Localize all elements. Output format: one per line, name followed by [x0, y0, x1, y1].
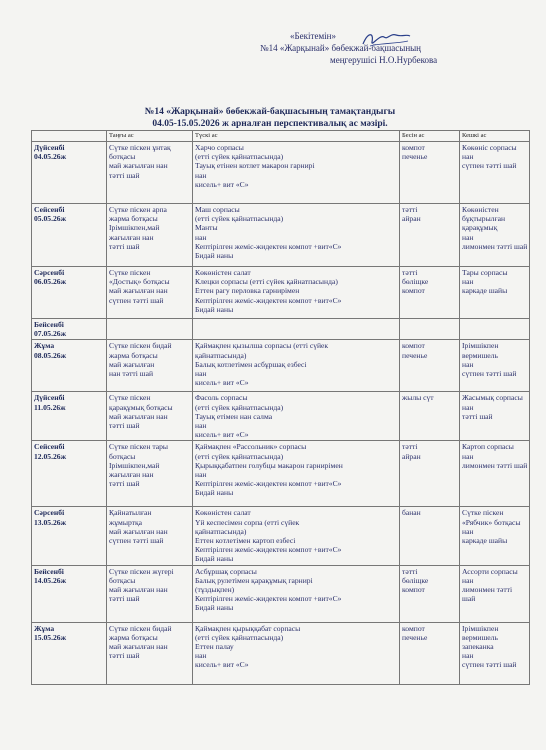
dinner-line: нан — [462, 232, 474, 242]
menu-table-body — [32, 142, 530, 685]
breakfast-line: жұмыртқа — [109, 517, 143, 527]
document-title — [60, 106, 480, 130]
cell-breakfast — [107, 441, 193, 507]
breakfast-line: ботқасы — [109, 451, 136, 461]
cell-breakfast — [107, 319, 193, 340]
dinner-line: нан — [462, 277, 474, 287]
breakfast-line: Қайнатылған — [109, 508, 152, 518]
snack-line: компот — [402, 286, 425, 296]
cell-breakfast — [107, 142, 193, 204]
header-snack: Бесін ас — [400, 131, 460, 142]
dinner-line: лимонмен тәтті — [462, 585, 513, 595]
snack-line: компот — [402, 143, 425, 152]
cell-snack — [400, 441, 460, 507]
table-row — [32, 565, 530, 622]
table-row — [32, 340, 530, 392]
cell-day — [32, 392, 107, 441]
cell-lunch — [193, 392, 400, 441]
lunch-line: қайнатпасында) — [195, 350, 247, 360]
snack-line: жылы сүт — [402, 393, 434, 403]
dinner-line: Тары сорпасы — [462, 268, 508, 277]
snack-line: тәтті — [402, 268, 418, 277]
table-row — [32, 204, 530, 267]
snack-line: айран — [402, 451, 421, 461]
lunch-line: Манты — [195, 223, 218, 233]
dinner-line: каркаде шайы — [462, 286, 508, 296]
lunch-line: Еттен рагу перловка гарнирімен — [195, 286, 300, 296]
breakfast-line: тәтті шай — [109, 241, 140, 251]
dinner-line: нан — [462, 575, 474, 585]
lunch-line: (етті сүйек қайнатпасында) — [195, 402, 284, 412]
lunch-line: нан — [195, 421, 207, 431]
cell-lunch — [193, 441, 400, 507]
day-line: Бейсенбі — [34, 320, 64, 329]
breakfast-line: жарма ботқасы — [109, 350, 158, 360]
dinner-line: вермишель — [462, 632, 498, 642]
table-header-row — [32, 131, 530, 142]
lunch-line: (тұздықпен) — [195, 585, 235, 595]
breakfast-line: май жағылған нан — [109, 411, 168, 421]
cell-dinner — [460, 340, 530, 392]
cell-day — [32, 319, 107, 340]
breakfast-line: Сүтке піскен — [109, 268, 151, 277]
day-line: 05.05.26ж — [34, 214, 67, 224]
day-line: Бейсенбі — [34, 566, 64, 576]
cell-dinner — [460, 267, 530, 319]
day-line: 15.05.26ж — [34, 632, 67, 642]
dinner-line: қарақұмық — [462, 223, 498, 233]
day-line: Дүйсенбі — [34, 143, 65, 152]
lunch-line: кисель+ вит «С» — [195, 179, 249, 189]
cell-breakfast — [107, 204, 193, 267]
dinner-line: сүтпен тәтті шай — [462, 660, 517, 670]
breakfast-line: май жағылған нан — [109, 526, 168, 536]
dinner-line: лимонмен тәтті шай — [462, 241, 528, 251]
breakfast-line: май жағылған нан — [109, 642, 168, 652]
table-row — [32, 142, 530, 204]
dinner-line: Ірімшікпен — [462, 623, 499, 633]
table-row — [32, 319, 530, 340]
day-line: 11.05.26ж — [34, 402, 66, 412]
dinner-line: Ірімшікпен — [462, 341, 499, 351]
lunch-line: Тауық етімен нан салма — [195, 411, 273, 421]
lunch-line: Қаймақпен қызылша сорпасы (етті сүйек — [195, 341, 329, 351]
dinner-line: бұқтырылған — [462, 214, 506, 224]
dinner-line: нан — [462, 359, 474, 369]
table-row — [32, 267, 530, 319]
cell-lunch — [193, 565, 400, 622]
cell-snack — [400, 507, 460, 565]
cell-lunch — [193, 267, 400, 319]
snack-line: печенье — [402, 632, 428, 642]
day-line: 14.05.26ж — [34, 575, 67, 585]
breakfast-line: Сүтке піскен жүгері — [109, 566, 174, 576]
header-lunch: Түскі ас — [193, 131, 400, 142]
cell-snack — [400, 319, 460, 340]
lunch-line: Бидай наны — [195, 603, 234, 613]
day-line: Сәрсенбі — [34, 268, 65, 277]
dinner-line: вермишель — [462, 350, 498, 360]
cell-day — [32, 142, 107, 204]
cell-dinner — [460, 565, 530, 622]
lunch-line: Кептірілген жеміс-жидектен компот +вит«С» — [195, 479, 342, 489]
cell-breakfast — [107, 565, 193, 622]
breakfast-line: жарма ботқасы — [109, 214, 158, 224]
breakfast-line: тәтті шай — [109, 594, 140, 604]
breakfast-line: сүтпен тәтті шай — [109, 295, 164, 305]
breakfast-line: Сүтке піскен тары — [109, 442, 169, 452]
table-row — [32, 392, 530, 441]
lunch-line: Қаймақпен қырыққабат сорпасы — [195, 623, 301, 633]
lunch-line: Қырыққабатпен голубцы макарон гарнирімен — [195, 460, 343, 470]
breakfast-line: жарма ботқасы — [109, 632, 158, 642]
day-line: Сейсенбі — [34, 442, 65, 452]
lunch-line: Кептірілген жеміс-жидектен компот +вит«С» — [195, 594, 342, 604]
breakfast-line: май жағылған — [109, 359, 155, 369]
dinner-line: шай — [462, 594, 476, 604]
lunch-line: Фасоль сорпасы — [195, 393, 248, 403]
lunch-line: Бидай наны — [195, 488, 234, 498]
snack-line: банан — [402, 508, 421, 518]
day-line: 12.05.26ж — [34, 451, 67, 461]
lunch-line: (етті сүйек қайнатпасында) — [195, 632, 284, 642]
breakfast-line: Сүтке піскен бидай — [109, 623, 172, 633]
lunch-line: кисель+ вит «С» — [195, 430, 249, 440]
breakfast-line: жағылған нан — [109, 470, 154, 480]
breakfast-line: тәтті шай — [109, 421, 140, 431]
lunch-line: Балық котлетімен асбұршақ езбесі — [195, 359, 307, 369]
cell-breakfast — [107, 267, 193, 319]
cell-dinner — [460, 204, 530, 267]
lunch-line: Асбұршақ сорпасы — [195, 566, 257, 576]
approval-organization: №14 «Жарқынай» бөбекжай-бақшасының — [260, 43, 421, 53]
cell-lunch — [193, 319, 400, 340]
dinner-line: нан — [462, 651, 474, 661]
cell-breakfast — [107, 392, 193, 441]
snack-line: компот — [402, 585, 425, 595]
breakfast-line: нан тәтті шай — [109, 369, 154, 379]
cell-lunch — [193, 204, 400, 267]
day-line: Дүйсенбі — [34, 393, 65, 403]
lunch-line: Бидай наны — [195, 554, 234, 564]
dinner-line: Сүтке піскен — [462, 508, 504, 518]
cell-lunch — [193, 142, 400, 204]
cell-snack — [400, 392, 460, 441]
dinner-line: лимонмен тәтті шай — [462, 460, 528, 470]
header-day — [32, 131, 107, 142]
lunch-line: Харчо сорпасы — [195, 143, 244, 152]
lunch-line: Бидай наны — [195, 304, 234, 314]
lunch-line: Маш сорпасы — [195, 205, 240, 214]
lunch-line: Бидай наны — [195, 251, 234, 261]
cell-lunch — [193, 340, 400, 392]
snack-line: айран — [402, 214, 421, 224]
cell-snack — [400, 204, 460, 267]
snack-line: тәтті — [402, 205, 418, 214]
cell-day — [32, 340, 107, 392]
breakfast-line: қарақұмық ботқасы — [109, 402, 173, 412]
lunch-line: қайнатпасында) — [195, 526, 247, 536]
breakfast-line: сүтпен тәтті шай — [109, 536, 164, 546]
table-row — [32, 441, 530, 507]
lunch-line: нан — [195, 651, 207, 661]
dinner-line: Көкөністен — [462, 205, 499, 214]
dinner-line: каркаде шайы — [462, 536, 508, 546]
cell-day — [32, 565, 107, 622]
breakfast-line: ботқасы — [109, 575, 136, 585]
cell-dinner — [460, 622, 530, 684]
day-line: 04.05.26ж — [34, 152, 67, 162]
snack-line: печенье — [402, 350, 428, 360]
day-line: 07.05.26ж — [34, 329, 67, 339]
approval-head: меңгерушісі Н.О.Нурбекова — [330, 55, 438, 65]
table-row — [32, 622, 530, 684]
header-dinner: Кешкі ас — [460, 131, 530, 142]
cell-dinner — [460, 319, 530, 340]
cell-snack — [400, 142, 460, 204]
lunch-line: Балық рулетімен қарақұмық гарнирі — [195, 575, 313, 585]
cell-dinner — [460, 507, 530, 565]
cell-snack — [400, 267, 460, 319]
cell-breakfast — [107, 622, 193, 684]
cell-day — [32, 267, 107, 319]
breakfast-line: май жағылған нан — [109, 585, 168, 595]
cell-dinner — [460, 142, 530, 204]
cell-lunch — [193, 507, 400, 565]
dinner-line: Ассорти сорпасы — [462, 566, 518, 576]
breakfast-line: Сүтке піскен арпа — [109, 205, 167, 214]
cell-lunch — [193, 622, 400, 684]
dinner-line: сүтпен тәтті шай — [462, 161, 517, 171]
dinner-line: нан — [462, 451, 474, 461]
lunch-line: нан — [195, 170, 207, 180]
breakfast-line: май жағылған нан — [109, 161, 168, 171]
cell-day — [32, 204, 107, 267]
dinner-line: нан — [462, 152, 474, 162]
breakfast-line: Сүтке піскен ұнтақ — [109, 143, 171, 152]
snack-line: компот — [402, 341, 425, 351]
breakfast-line: тәтті шай — [109, 170, 140, 180]
cell-snack — [400, 340, 460, 392]
dinner-line: нан — [462, 402, 474, 412]
dinner-line: Көкөніс сорпасы — [462, 143, 517, 152]
dinner-line: «Рябчик» ботқасы — [462, 517, 521, 527]
day-line: Жұма — [34, 341, 55, 351]
breakfast-line: май жағылған нан — [109, 286, 168, 296]
breakfast-line: ботқасы — [109, 152, 136, 162]
title-line-2: 04.05-15.05.2026 ж арналған перспективалық ас мәзірі. — [152, 119, 388, 129]
dinner-line: тәтті шай — [462, 411, 493, 421]
cell-day — [32, 441, 107, 507]
breakfast-line: тәтті шай — [109, 651, 140, 661]
day-line: Сәрсенбі — [34, 508, 65, 518]
lunch-line: кисель+ вит «С» — [195, 660, 249, 670]
lunch-line: (етті сүйек қайнатпасында) — [195, 152, 284, 162]
breakfast-line: Сүтке піскен бидай — [109, 341, 172, 351]
snack-line: компот — [402, 623, 425, 633]
lunch-line: Клецки сорпасы (етті сүйек қайнатпасында) — [195, 277, 338, 287]
snack-line: тәтті — [402, 566, 418, 576]
menu-table — [31, 130, 530, 685]
lunch-line: Кептірілген жеміс-жидектен компот +вит«С» — [195, 241, 342, 251]
breakfast-line: тәтті шай — [109, 479, 140, 489]
snack-line: бөліщке — [402, 575, 429, 585]
dinner-line: Картоп сорпасы — [462, 442, 514, 452]
dinner-line: сүтпен тәтті шай — [462, 369, 517, 379]
lunch-line: Тауық етінен котлет макарон гарнирі — [195, 161, 315, 171]
cell-day — [32, 507, 107, 565]
header-breakfast: Таңғы ас — [107, 131, 193, 142]
title-line-1: №14 «Жарқынай» бөбекжай-бақшасының тамақтандыгы — [144, 107, 396, 117]
cell-dinner — [460, 441, 530, 507]
cell-dinner — [460, 392, 530, 441]
dinner-line: Жасымық сорпасы — [462, 393, 523, 403]
breakfast-line: «Достық» ботқасы — [109, 277, 170, 287]
day-line: Жұма — [34, 623, 55, 633]
lunch-line: нан — [195, 369, 207, 379]
lunch-line: нан — [195, 232, 207, 242]
day-line: Сейсенбі — [34, 205, 65, 214]
lunch-line: Еттен палау — [195, 642, 234, 652]
lunch-line: Көкөністен салат — [195, 268, 251, 277]
table-row — [32, 507, 530, 565]
lunch-line: Еттен котлетімен картоп езбесі — [195, 536, 296, 546]
snack-line: бөліщке — [402, 277, 429, 287]
cell-snack — [400, 565, 460, 622]
day-line: 08.05.26ж — [34, 350, 67, 360]
cell-day — [32, 622, 107, 684]
day-line: 13.05.26ж — [34, 517, 67, 527]
lunch-line: Кептірілген жеміс-жидектен компот +вит«С» — [195, 545, 342, 555]
cell-snack — [400, 622, 460, 684]
dinner-line: нан — [462, 526, 474, 536]
breakfast-line: Сүтке піскен — [109, 393, 151, 403]
snack-line: тәтті — [402, 442, 418, 452]
lunch-line: Көкөністен салат — [195, 508, 251, 518]
cell-breakfast — [107, 340, 193, 392]
breakfast-line: жағылған нан — [109, 232, 154, 242]
signature-icon — [360, 28, 412, 50]
lunch-line: кисель+ вит «С» — [195, 378, 249, 388]
lunch-line: нан — [195, 470, 207, 480]
lunch-line: Үй кеспесімен сорпа (етті сүйек — [195, 517, 300, 527]
dinner-line: запеканка — [462, 642, 494, 652]
cell-breakfast — [107, 507, 193, 565]
breakfast-line: Ірімшікпен,май — [109, 460, 160, 470]
lunch-line: Қаймақпен «Рассольник» сорпасы — [195, 442, 307, 452]
approval-heading: «Бекітемін» — [290, 31, 336, 41]
breakfast-line: Ірімшікпен,май — [109, 223, 160, 233]
day-line: 06.05.26ж — [34, 277, 67, 287]
snack-line: печенье — [402, 152, 428, 162]
lunch-line: (етті сүйек қайнатпасында) — [195, 451, 284, 461]
lunch-line: (етті сүйек қайнатпасында) — [195, 214, 284, 224]
lunch-line: Кептірілген жеміс-жидектен компот +вит«С» — [195, 295, 342, 305]
